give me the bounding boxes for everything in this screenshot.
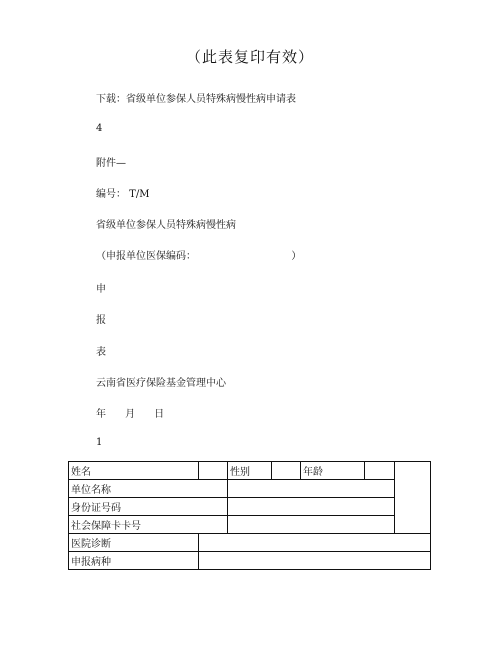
- id-label: 身份证号码: [69, 498, 228, 516]
- table-row: [69, 534, 431, 552]
- photo-cell: [395, 462, 431, 534]
- date-line: 年 月 日: [96, 409, 165, 420]
- table-row: [69, 516, 431, 534]
- table-row: [69, 462, 431, 480]
- hospital-value[interactable]: [199, 534, 431, 552]
- disease-value[interactable]: [199, 552, 431, 570]
- page-title: （此表复印有效）: [185, 48, 314, 66]
- gender-label: 性别: [228, 462, 272, 480]
- attachment-label: 附件—: [96, 158, 126, 169]
- form-title: 省级单位参保人员特殊病慢性病: [96, 220, 236, 231]
- char-shen: 申: [96, 284, 106, 295]
- applicant-code-line: （申报单位医保编码： ）: [96, 251, 302, 262]
- page-one: 1: [96, 437, 103, 448]
- gender-value[interactable]: [272, 462, 301, 480]
- age-value[interactable]: [365, 462, 395, 480]
- download-line: 下载：省级单位参保人员特殊病慢性病申请表: [96, 94, 296, 105]
- char-bao: 报: [96, 315, 106, 326]
- table-row: [69, 552, 431, 570]
- table-row: [69, 480, 431, 498]
- age-label: 年龄: [301, 462, 365, 480]
- hospital-label: 医院诊断: [69, 534, 199, 552]
- name-label: 姓名: [69, 462, 199, 480]
- disease-label: 申报病种: [69, 552, 199, 570]
- ss-label: 社会保障卡卡号: [69, 516, 228, 534]
- agency-name: 云南省医疗保险基金管理中心: [96, 378, 226, 389]
- id-value[interactable]: [228, 498, 395, 516]
- name-value[interactable]: [199, 462, 228, 480]
- table-row: [69, 498, 431, 516]
- ss-value[interactable]: [228, 516, 395, 534]
- unit-value[interactable]: [228, 480, 395, 498]
- code-line: 编号： T/M: [96, 189, 150, 200]
- application-form: [68, 461, 430, 570]
- page-number: 4: [96, 123, 103, 134]
- char-biao: 表: [96, 347, 106, 358]
- unit-label: 单位名称: [69, 480, 228, 498]
